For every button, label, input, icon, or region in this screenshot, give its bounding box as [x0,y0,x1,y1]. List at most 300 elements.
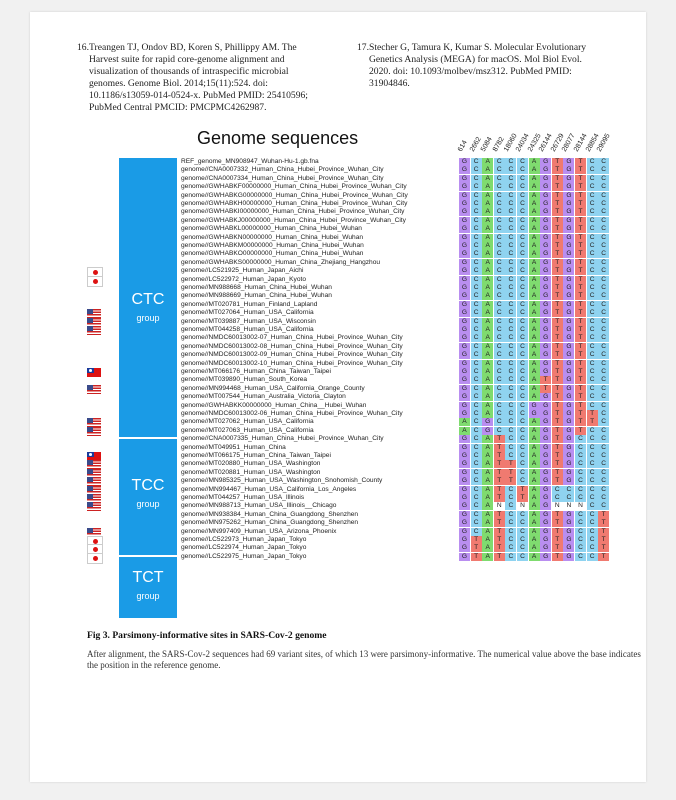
base-cell: G [459,284,470,292]
base-cell: C [587,292,598,300]
group-subtitle: group [136,591,160,601]
base-cell: C [587,528,598,536]
base-cell: C [471,376,482,384]
base-cell: C [598,318,609,326]
base-cell: T [552,208,563,216]
base-cell: C [598,360,609,368]
base-cell: C [517,208,528,216]
base-cell: A [482,166,493,174]
base-cell: G [563,393,574,401]
base-cell: C [494,234,505,242]
base-cell: N [517,502,528,510]
base-cell: A [482,477,493,485]
base-cell: T [552,200,563,208]
base-cell: G [540,351,551,359]
base-cell: T [575,284,586,292]
base-cell: C [575,511,586,519]
base-cell: C [505,200,516,208]
base-cell: C [517,301,528,309]
base-cell: C [587,536,598,544]
base-cell: C [471,402,482,410]
base-cell: C [598,376,609,384]
genome-label: genome//MN985325_Human_USA_Washington_Snohomish_County [181,477,383,485]
genome-label: genome//GWHABKK00000000_Human_China__Hubei_Wuhan [181,401,367,409]
base-cell: C [494,334,505,342]
base-cell: C [505,292,516,300]
base-cell: C [598,225,609,233]
base-cell: C [471,427,482,435]
base-cell: C [505,427,516,435]
base-cell: C [471,385,482,393]
base-cell: C [505,234,516,242]
base-cell: A [459,418,470,426]
base-cell: C [505,368,516,376]
base-cell: A [529,292,540,300]
base-cell: A [529,435,540,443]
base-cell: A [459,427,470,435]
base-cell: G [540,477,551,485]
base-cell: G [563,444,574,452]
base-cell: C [587,334,598,342]
base-cell: C [598,175,609,183]
base-cell: T [575,318,586,326]
base-cell: T [575,360,586,368]
base-cell: A [529,309,540,317]
base-cell: G [540,158,551,166]
genome-label: genome//GWHABKO00000000_Human_China_Hubei_Wuhan [181,250,364,258]
base-cell: G [540,292,551,300]
genome-label: genome//MN988668_Human_China_Hubei_Wuhan [181,284,332,291]
base-cell: C [587,234,598,242]
base-cell: C [471,477,482,485]
base-cell: T [575,217,586,225]
base-cell: A [482,242,493,250]
base-cell: G [540,544,551,552]
base-cell: T [552,427,563,435]
base-cell: T [494,486,505,494]
base-cell: G [540,528,551,536]
base-cell: A [529,183,540,191]
genome-label: genome//CNA0007334_Human_China_Hubei_Province_Wuhan_City [181,174,384,182]
base-cell: A [529,460,540,468]
base-cell: A [529,376,540,384]
base-cell: C [587,276,598,284]
position-label: 26144 [538,132,554,153]
base-cell: T [552,292,563,300]
base-cell: G [540,242,551,250]
base-cell: C [575,444,586,452]
base-cell: G [540,301,551,309]
base-cell: G [540,208,551,216]
base-cell: C [598,234,609,242]
base-cell: C [598,250,609,258]
base-cell: T [471,544,482,552]
base-cell: C [471,511,482,519]
base-cell: G [459,536,470,544]
base-cell: T [575,393,586,401]
base-cell: C [517,192,528,200]
base-cell: C [587,460,598,468]
base-cell: T [575,326,586,334]
base-cell: C [517,469,528,477]
base-cell: T [494,469,505,477]
base-cell: C [471,276,482,284]
base-cell: G [459,250,470,258]
position-label: 2662 [468,136,483,153]
position-label: 8782 [491,136,506,153]
base-cell: T [575,276,586,284]
base-cell: C [517,326,528,334]
reference-text: Stecher G, Tamura K, Kumar S. Molecular Evolutionary Genetics Analysis (MEGA) for macOS. Mol Biol Evol. 2020. doi: 10.1093/molbev/msz312. PubMed PMID: 31904846. [369,42,587,89]
base-cell: C [505,183,516,191]
base-cell: A [482,267,493,275]
base-cell: G [459,225,470,233]
base-cell: T [575,343,586,351]
genome-label: genome//LC521925_Human_Japan_Aichi [181,267,304,275]
base-cell: T [552,528,563,536]
base-cell: T [540,376,551,384]
genome-label: genome//GWHABKG00000000_Human_China_Hubei_Province_Wuhan_City [181,191,408,199]
base-cell: C [563,486,574,494]
base-cell: N [563,502,574,510]
base-cell: C [471,486,482,494]
base-cell: A [529,444,540,452]
base-cell: A [529,250,540,258]
genome-label: genome//MT039887_Human_USA_Wisconsin [181,317,316,325]
base-cell: C [587,452,598,460]
base-cell: G [563,402,574,410]
genome-label: genome//NMDC60013002-08_Human_China_Hubei_Province_Wuhan_City [181,342,403,350]
base-cell: C [517,553,528,561]
base-cell: G [563,469,574,477]
base-cell: A [529,343,540,351]
base-cell: C [505,166,516,174]
base-cell: C [575,536,586,544]
base-cell: T [575,427,586,435]
base-cell: G [540,183,551,191]
group-subtitle: group [136,499,160,509]
base-cell: G [459,242,470,250]
base-cell: G [459,469,470,477]
base-cell: G [482,418,493,426]
base-cell: A [529,267,540,275]
base-cell: C [517,427,528,435]
position-label: 24034 [514,132,531,153]
tcc-group-block [119,439,177,555]
genome-label: genome//GWHABKI00000000_Human_China_Hubei_Province_Wuhan_City [181,208,405,216]
reference-number: 16. [77,42,89,53]
base-cell: C [575,469,586,477]
base-cell: T [552,225,563,233]
base-cell: T [598,544,609,552]
base-cell: A [529,519,540,527]
base-cell: G [459,519,470,527]
base-cell: T [552,309,563,317]
base-cell: C [587,444,598,452]
base-cell: A [529,301,540,309]
base-cell: A [529,511,540,519]
base-cell: C [471,360,482,368]
base-cell: G [459,444,470,452]
base-cell: G [563,519,574,527]
base-cell: T [552,385,563,393]
base-cell: G [540,267,551,275]
base-cell: G [563,343,574,351]
base-cell: C [494,225,505,233]
genome-label: genome//CNA0007332_Human_China_Hubei_Province_Wuhan_City [181,166,384,174]
genome-label: genome//MT027063_Human_USA_California [181,426,314,434]
usa-flag-icon [87,502,101,511]
base-cell: A [529,351,540,359]
base-cell: A [482,536,493,544]
base-cell: G [540,519,551,527]
base-cell: C [505,452,516,460]
base-cell: C [471,494,482,502]
base-cell: C [471,166,482,174]
base-cell: T [494,444,505,452]
base-cell: C [587,318,598,326]
genome-label: REF_genome_MN908947_Wuhan-Hu-1.gb.fna [181,158,319,165]
base-cell: G [563,360,574,368]
base-cell: C [505,502,516,510]
base-cell: G [459,334,470,342]
japan-flag-icon [87,553,103,564]
base-cell: C [575,528,586,536]
base-cell: C [575,452,586,460]
base-cell: G [459,477,470,485]
base-cell: C [471,217,482,225]
base-cell: G [529,410,540,418]
base-cell: C [471,301,482,309]
genome-label: genome//MT027064_Human_USA_California [181,309,314,317]
base-cell: T [552,166,563,174]
base-cell: C [471,519,482,527]
base-cell: G [563,234,574,242]
base-cell: T [552,284,563,292]
base-cell: G [459,452,470,460]
caption-body: After alignment, the SARS-Cov-2 sequences had 69 variant sites, of which 13 were parsimony-informative. The numerical value above the base indicates the position in the reference genome. [87,649,641,670]
base-cell: A [529,217,540,225]
base-cell: G [540,360,551,368]
base-cell: A [482,343,493,351]
japan-flag-icon [87,276,103,287]
base-cell: A [529,225,540,233]
base-cell: T [552,234,563,242]
genome-label: genome//MT007544_Human_Australia_Victoria_Clayton [181,393,346,401]
genome-label: genome//NMDC60013002-09_Human_China_Hubei_Province_Wuhan_City [181,351,403,359]
base-cell: T [575,309,586,317]
base-cell: T [598,528,609,536]
base-cell: A [482,469,493,477]
base-cell: G [540,200,551,208]
base-cell: G [540,427,551,435]
base-cell: T [575,418,586,426]
reference-text: Treangen TJ, Ondov BD, Koren S, Phillippy AM. The Harvest suite for rapid core-genome alignment and visualization of thousands of intraspecific microbial genomes. Genome Biol. 2014;15(11):524. doi: 10.1186/s13059-014-0524-x. PubMed PMID: 25410596; PubMed Central PMCID: PMCPMC4262987. [89,42,308,113]
base-cell: C [494,267,505,275]
base-cell: T [575,301,586,309]
base-cell: T [575,351,586,359]
genome-label: genome//LC522975_Human_Japan_Tokyo [181,552,307,560]
base-cell: G [563,183,574,191]
base-cell: A [482,544,493,552]
base-cell: T [552,267,563,275]
base-cell: G [459,393,470,401]
base-cell: G [459,318,470,326]
genome-label: genome//NMDC60013002-07_Human_China_Hubei_Province_Wuhan_City [181,334,403,342]
base-cell: C [552,486,563,494]
base-cell: G [540,435,551,443]
base-cell: C [598,276,609,284]
base-cell: C [517,444,528,452]
base-cell: A [529,234,540,242]
base-cell: A [482,292,493,300]
base-cell: C [575,544,586,552]
base-cell: G [563,158,574,166]
base-cell: C [517,410,528,418]
base-cell: C [598,477,609,485]
base-cell: T [552,183,563,191]
base-cell: G [540,502,551,510]
usa-flag-icon [87,326,101,335]
base-cell: T [471,536,482,544]
base-cell: G [563,418,574,426]
base-cell: C [471,309,482,317]
genome-label: genome//NMDC60013002-06_Human_China_Hubei_Province_Wuhan_City [181,410,403,417]
base-cell: T [494,477,505,485]
base-cell: A [529,334,540,342]
base-cell: C [505,267,516,275]
base-cell: C [587,242,598,250]
base-cell: G [563,309,574,317]
base-cell: T [552,334,563,342]
base-cell: G [540,309,551,317]
reference-16 [77,42,322,114]
base-cell: G [459,486,470,494]
base-cell: G [459,158,470,166]
genome-label: genome//GWHABKN00000000_Human_China_Hubei_Wuhan [181,233,364,241]
base-cell: G [563,435,574,443]
base-cell: T [575,334,586,342]
base-cell: G [540,402,551,410]
usa-flag-icon [87,427,101,436]
base-cell: T [552,217,563,225]
base-cell: T [494,435,505,443]
base-cell: T [575,234,586,242]
base-cell: T [552,351,563,359]
base-cell: C [598,452,609,460]
base-cell: T [552,242,563,250]
base-cell: C [598,410,609,418]
base-cell: C [517,452,528,460]
base-cell: C [505,158,516,166]
base-cell: G [459,402,470,410]
base-cell: C [517,183,528,191]
genome-label: genome//LC522972_Human_Japan_Kyoto [181,275,307,283]
base-cell: C [505,536,516,544]
base-cell: C [587,217,598,225]
base-cell: G [563,477,574,485]
base-cell: T [575,208,586,216]
base-cell: A [482,444,493,452]
base-cell: C [505,250,516,258]
base-cell: G [563,284,574,292]
base-cell: C [517,234,528,242]
base-cell: C [505,360,516,368]
base-cell: C [494,326,505,334]
base-cell: T [552,519,563,527]
base-cell: A [482,351,493,359]
reference-number: 17. [357,42,369,53]
base-cell: C [517,334,528,342]
base-cell: C [598,494,609,502]
position-label: 26729 [549,132,566,153]
base-cell: G [563,242,574,250]
base-cell: C [517,217,528,225]
base-cell: C [587,250,598,258]
base-cell: C [471,292,482,300]
genome-label: genome//MT020881_Human_USA_Washington [181,468,321,476]
base-cell: A [529,553,540,561]
base-cell: C [471,158,482,166]
base-cell: C [587,200,598,208]
base-cell: G [563,208,574,216]
base-cell: C [517,360,528,368]
base-cell: C [494,259,505,267]
group-name: TCT [132,569,164,586]
base-cell: G [563,192,574,200]
base-cell: G [459,259,470,267]
base-cell: C [575,486,586,494]
base-cell: A [482,309,493,317]
base-cell: C [517,376,528,384]
base-cell: C [517,435,528,443]
base-cell: G [540,494,551,502]
base-cell: N [552,502,563,510]
base-cell: G [459,175,470,183]
base-cell: C [471,528,482,536]
base-cell: G [540,334,551,342]
base-cell: G [459,217,470,225]
base-cell: T [552,511,563,519]
base-cell: C [494,351,505,359]
base-cell: A [482,435,493,443]
base-cell: G [563,217,574,225]
base-cell: A [529,452,540,460]
base-cell: G [563,553,574,561]
base-cell: A [529,494,540,502]
base-cell: G [459,267,470,275]
base-cell: G [459,208,470,216]
base-cell: T [552,402,563,410]
base-cell: A [482,301,493,309]
base-cell: C [494,284,505,292]
base-cell: T [575,410,586,418]
base-cell: C [587,192,598,200]
base-cell: C [598,427,609,435]
base-cell: C [517,309,528,317]
base-cell: G [540,234,551,242]
base-cell: C [494,427,505,435]
base-cell: C [598,217,609,225]
base-cell: C [575,435,586,443]
base-cell: A [529,208,540,216]
base-cell: A [529,418,540,426]
genome-label: genome//GWHABKJ00000000_Human_China_Hubei_Province_Wuhan_City [181,216,406,224]
base-cell: C [587,511,598,519]
base-cell: C [471,192,482,200]
base-cell: A [482,284,493,292]
base-cell: A [482,494,493,502]
